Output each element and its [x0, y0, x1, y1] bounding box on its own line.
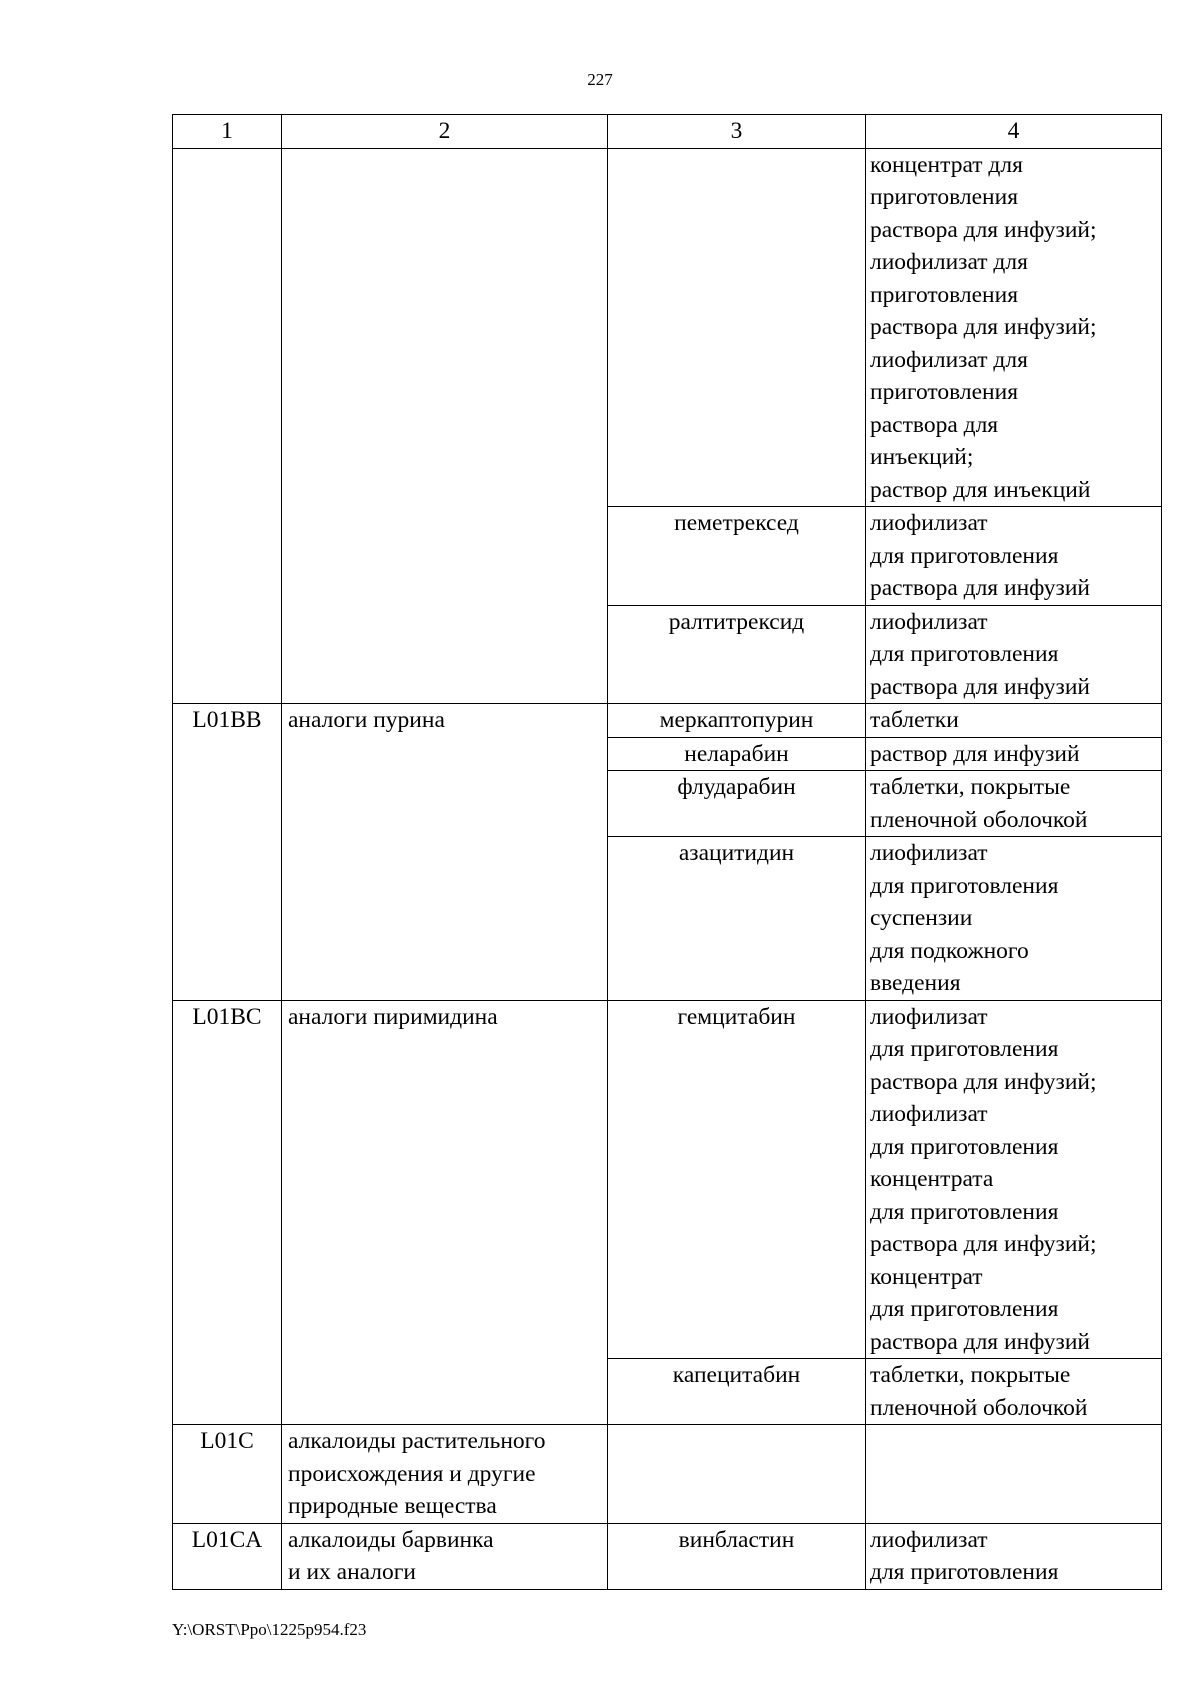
- dosage-form-line: раствора для инфузий;: [870, 1231, 1097, 1257]
- dosage-form-line: раствора для инфузий: [870, 575, 1090, 601]
- atc-code-cell: [173, 148, 282, 704]
- drug-name-cell: винбластин: [608, 1523, 866, 1589]
- dosage-form-line: лиофилизат: [870, 608, 988, 635]
- table-row: [173, 704, 1162, 738]
- medication-table: [172, 114, 1162, 1590]
- dosage-form-line: для приготовления: [870, 1036, 1059, 1062]
- dosage-form-line: лиофилизат для: [870, 249, 1028, 275]
- drug-group-cell: [282, 1000, 608, 1425]
- atc-code-cell: L01BC: [173, 1000, 282, 1425]
- drug-name-cell: гемцитабин: [608, 1000, 866, 1359]
- dosage-form-cell: [866, 148, 1162, 507]
- dosage-form-cell: [866, 507, 1162, 606]
- drug-name-cell: флударабин: [608, 771, 866, 837]
- drug-name-cell: капецитабин: [608, 1359, 866, 1425]
- dosage-form-line: инъекций;: [870, 444, 974, 470]
- table-header-row: [173, 115, 1162, 149]
- dosage-form-cell: [866, 605, 1162, 704]
- dosage-form-line: концентрат: [870, 1263, 983, 1290]
- dosage-form-line: раствора для инфузий: [870, 1328, 1090, 1355]
- dosage-form-line: лиофилизат для: [870, 346, 1028, 373]
- table-body: [173, 148, 1162, 1589]
- dosage-form-line: для приготовления: [870, 1559, 1059, 1585]
- drug-group-cell: [282, 1425, 608, 1524]
- drug-group-line: алкалоиды барвинка: [288, 1526, 494, 1553]
- dosage-form-line: пленочной оболочкой: [870, 806, 1088, 833]
- drug-name-cell: [608, 1425, 866, 1524]
- drug-group-line: и их аналоги: [288, 1559, 416, 1585]
- header-col-1: 1: [173, 115, 282, 149]
- dosage-form-line: таблетки: [870, 707, 959, 733]
- header-col-2: 2: [282, 115, 608, 149]
- dosage-form-line: раствора для инфузий;: [870, 314, 1097, 340]
- dosage-form-line: лиофилизат: [870, 1101, 988, 1127]
- drug-group-line: алкалоиды растительного: [288, 1428, 546, 1454]
- atc-code-cell: L01CA: [173, 1523, 282, 1589]
- dosage-form-line: раствора для инфузий;: [870, 1068, 1097, 1095]
- drug-name-cell: неларабин: [608, 737, 866, 771]
- dosage-form-line: для приготовления: [870, 641, 1059, 667]
- dosage-form-line: раствора для инфузий: [870, 673, 1090, 700]
- atc-code-cell: L01C: [173, 1425, 282, 1524]
- header-col-4: 4: [866, 115, 1162, 149]
- dosage-form-cell: [866, 1523, 1162, 1589]
- drug-group-cell: [282, 704, 608, 1001]
- drug-name-cell: [608, 148, 866, 507]
- dosage-form-line: лиофилизат: [870, 1003, 988, 1030]
- dosage-form-line: раствора для инфузий;: [870, 216, 1097, 243]
- drug-name-cell: азацитидин: [608, 837, 866, 1001]
- dosage-form-cell: [866, 1000, 1162, 1359]
- dosage-form-cell: [866, 704, 1162, 738]
- dosage-form-line: для приготовления: [870, 1296, 1059, 1322]
- footer-file-path: Y:\ORST\Ppo\1225p954.f23: [172, 1620, 367, 1639]
- drug-group-line: происхождения и другие: [288, 1460, 536, 1487]
- dosage-form-line: лиофилизат: [870, 510, 988, 536]
- dosage-form-line: таблетки, покрытые: [870, 774, 1071, 800]
- dosage-form-line: приготовления: [870, 379, 1019, 405]
- table-row: [173, 1000, 1162, 1359]
- drug-group-cell: [282, 1523, 608, 1589]
- dosage-form-line: введения: [870, 970, 961, 996]
- header-col-3: 3: [608, 115, 866, 149]
- dosage-form-line: концентрата: [870, 1166, 994, 1192]
- dosage-form-line: для приготовления: [870, 1198, 1059, 1225]
- page-number: 227: [587, 70, 613, 89]
- drug-group-line: аналоги пиримидина: [288, 1003, 498, 1030]
- drug-group-cell: [282, 148, 608, 704]
- dosage-form-line: раствор для инфузий: [870, 740, 1080, 767]
- table-row: [173, 1523, 1162, 1589]
- dosage-form-line: раствора для: [870, 411, 999, 438]
- dosage-form-line: суспензии: [870, 905, 973, 931]
- dosage-form-line: раствор для инъекций: [870, 476, 1091, 503]
- dosage-form-line: для приготовления: [870, 542, 1059, 569]
- dosage-form-line: таблетки, покрытые: [870, 1362, 1071, 1388]
- dosage-form-line: приготовления: [870, 184, 1019, 210]
- table-row: [173, 1425, 1162, 1524]
- dosage-form-line: для приготовления: [870, 872, 1059, 899]
- drug-name-cell: пеметрексед: [608, 507, 866, 606]
- table-row: [173, 148, 1162, 507]
- dosage-form-cell: [866, 1425, 1162, 1524]
- drug-group-line: природные вещества: [288, 1493, 497, 1519]
- drug-name-cell: ралтитрексид: [608, 605, 866, 704]
- dosage-form-line: лиофилизат: [870, 1526, 988, 1553]
- drug-group-line: аналоги пурина: [288, 707, 445, 733]
- dosage-form-line: для подкожного: [870, 937, 1029, 964]
- dosage-form-line: для приготовления: [870, 1133, 1059, 1160]
- dosage-form-cell: [866, 771, 1162, 837]
- dosage-form-cell: [866, 737, 1162, 771]
- dosage-form-cell: [866, 837, 1162, 1001]
- atc-code-cell: L01BB: [173, 704, 282, 1001]
- drug-name-cell: меркаптопурин: [608, 704, 866, 738]
- dosage-form-cell: [866, 1359, 1162, 1425]
- dosage-form-line: приготовления: [870, 281, 1019, 308]
- dosage-form-line: лиофилизат: [870, 840, 988, 866]
- dosage-form-line: пленочной оболочкой: [870, 1394, 1088, 1421]
- dosage-form-line: концентрат для: [870, 151, 1023, 178]
